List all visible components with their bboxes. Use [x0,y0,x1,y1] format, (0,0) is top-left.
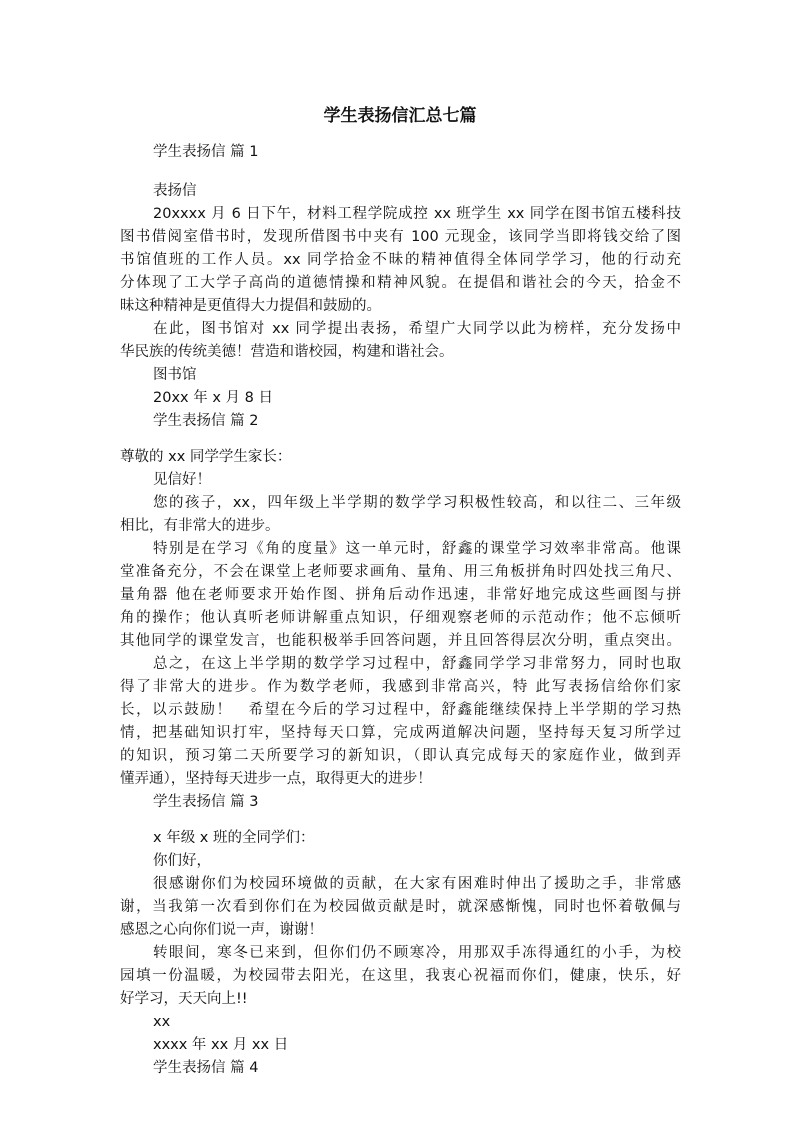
paragraph-line: 感恩之心向你们说一声，谢谢！ [120,922,323,938]
paragraph-line: 好学习，天天向上!! [120,991,248,1007]
paragraph-line: 懂弄通），坚持每天进步一点，取得更大的进步！ [120,771,432,787]
paragraph-line: 其他同学的课堂发言，也能积极举手回答问题，并且回答得层次分明，重点突出。 [120,633,681,649]
paragraph-line: 您的孩子，xx，四年级上半学期的数学学习积极性较高，和以往二、三年级 [153,495,681,511]
paragraph-line: 得了非常大的进步。作为数学老师，我感到非常高兴，特 此写表扬信给你们家 [120,679,681,695]
paragraph-line: 特别是在学习《角的度量》这一单元时，舒鑫的课堂学习效率非常高。他课 [153,541,681,557]
paragraph-line: 很感谢你们为校园环境做的贡献，在大家有困难时伸出了援助之手，非常感 [153,876,681,892]
date: 20xx 年 x 月 8 日 [153,390,273,406]
salutation: 尊敬的 xx 同学学生家长： [120,449,292,465]
paragraph-line: 书馆值班的工作人员。xx 同学拾金不昧的精神值得全体同学学习，他的行动充 [120,252,681,268]
signature: xx [153,1014,171,1030]
paragraph-line: 相比，有非常大的进步。 [120,518,280,534]
paragraph-line: 园填一份温暖，为校园带去阳光，在这里，我衷心祝福而你们，健康，快乐，好 [120,968,681,984]
paragraph-line: 图书借阅室借书时，发现所借图书中夹有 100 元现金，该同学当即将钱交给了图 [120,229,681,245]
letter-label: 表扬信 [153,183,197,199]
paragraph-line: 长，以示鼓励！ 希望在今后的学习过程中，舒鑫能继续保持上半学期的学习热 [120,702,681,718]
paragraph-line: 情，把基础知识打牢，坚持每天口算，完成两道解决问题，坚持每天复习所学过 [120,725,681,741]
signature: 图书馆 [153,367,197,383]
greeting: 你们好， [153,853,211,869]
paragraph-line: 昧这种精神是更值得大力提倡和鼓励的。 [120,298,381,314]
salutation: x 年级 x 班的全同学们： [153,830,315,846]
section-heading-3: 学生表扬信 篇 3 [153,794,259,810]
section-heading-4: 学生表扬信 篇 4 [153,1060,259,1076]
paragraph-line: 在此，图书馆对 xx 同学提出表扬，希望广大同学以此为榜样，充分发扬中 [153,321,681,337]
greeting: 见信好！ [153,472,211,488]
paragraph-line: 分体现了工大学子高尚的道德情操和精神风貌。在提倡和谐社会的今天，拾金不 [120,275,681,291]
section-heading-1: 学生表扬信 篇 1 [153,144,259,160]
paragraph-line: 总之，在这上半学期的数学学习过程中，舒鑫同学学习非常努力，同时也取 [153,656,681,672]
paragraph-line: 的知识，预习第二天所要学习的新知识，（即认真完成每天的家庭作业，做到弄 [120,748,681,764]
paragraph-line: 堂准备充分，不会在课堂上老师要求画角、量角、用三角板拼角时四处找三角尺、 [120,564,681,580]
paragraph-line: 20xxxx 月 6 日下午，材料工程学院成控 xx 班学生 xx 同学在图书馆五楼科技 [153,206,681,222]
paragraph-line: 角的操作；他认真听老师讲解重点知识，仔细观察老师的示范动作；他不忘倾听 [120,610,681,626]
paragraph-line: 华民族的传统美德！营造和谐校园，构建和谐社会。 [120,344,454,360]
paragraph-line: 量角器 他在老师要求开始作图、拼角后动作迅速，非常好地完成这些画图与拼 [120,587,681,603]
paragraph-line: 转眼间，寒冬已来到，但你们仍不顾寒冷，用那双手冻得通红的小手，为校 [153,945,681,961]
document-title: 学生表扬信汇总七篇 [323,106,477,126]
date: xxxx 年 xx 月 xx 日 [153,1037,289,1053]
paragraph-line: 谢，当我第一次看到你们在为校园做贡献是时，就深感惭愧，同时也怀着敬佩与 [120,899,681,915]
section-heading-2: 学生表扬信 篇 2 [153,413,259,429]
